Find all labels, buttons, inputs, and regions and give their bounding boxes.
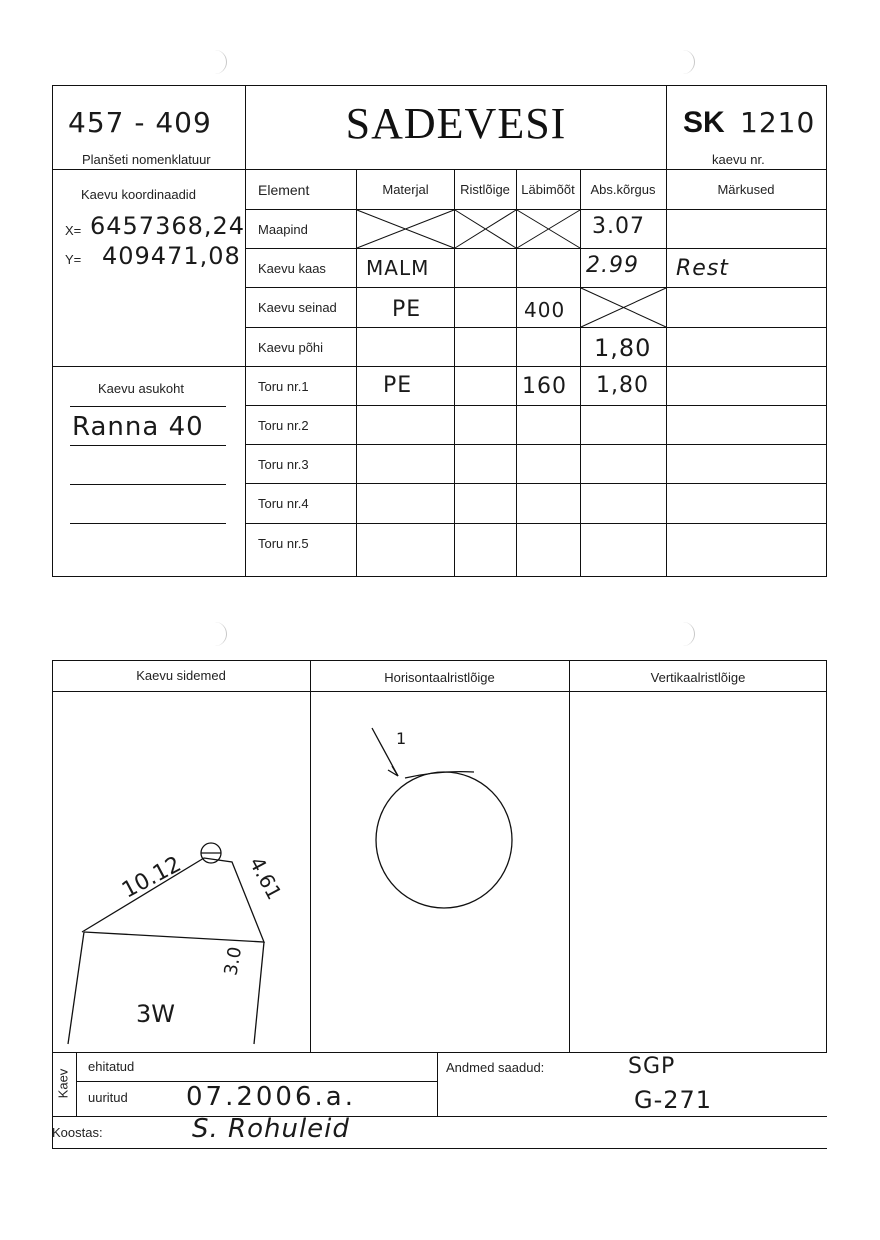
header-materjal: Materjal [382,182,429,197]
cell-abs-kaas: 2.99 [586,253,639,278]
page-title: SADEVESI [345,99,567,148]
koostas-value: S. Rohuleid [192,1114,350,1144]
cell-abs-maapind: 3.07 [592,214,645,239]
location-label: Kaevu asukoht [98,381,185,396]
row-label: Kaevu põhi [258,340,324,355]
sk-number: 1210 [740,106,816,139]
koostas-label: Koostas: [52,1125,103,1140]
andmed-value-1: SGP [628,1054,676,1079]
header-markused: Märkused [717,182,775,197]
cell-labimoot-seinad: 400 [524,298,566,322]
cell-materjal-toru1: PE [383,373,413,398]
row-label: Toru nr.4 [258,496,309,511]
cell-markused-kaas: Rest [676,256,729,281]
cell-abs-pohi: 1,80 [594,334,652,362]
andmed-value-2: G-271 [634,1086,713,1114]
andmed-label: Andmed saadud: [446,1060,545,1075]
row-label: Toru nr.2 [258,418,309,433]
sketch-house-no: 3W [136,1000,175,1028]
x-label: X= [65,223,82,238]
header-ristloige: Ristlõige [460,182,510,197]
sketch-dist-c: 3.0 [220,945,247,978]
nomenclature-label: Planšeti nomenklatuur [82,152,211,167]
sketch-dist-b: 4.61 [244,852,287,904]
cell-labimoot-toru1: 160 [522,374,567,399]
row-label: Maapind [258,222,308,237]
row-label: Kaevu seinad [258,300,337,315]
row-label: Kaevu kaas [258,261,326,276]
header-labimoot: Läbimõõt [521,182,575,197]
header-element: Element [258,182,310,198]
kaev-label: Kaev [55,1068,71,1099]
sk-prefix: SK [683,106,725,139]
cell-abs-toru1: 1,80 [596,373,649,398]
row-label: Toru nr.3 [258,457,309,472]
row-label: Toru nr.5 [258,536,309,551]
cell-materjal-seinad: PE [392,297,422,322]
sketch-dist-a: 10.12 [118,851,186,904]
header-abs-korgus: Abs.kõrgus [590,182,656,197]
sketch-pipe-no: 1 [396,729,407,748]
x-value: 6457368,24 [90,212,246,240]
cell-materjal-kaas: MALM [366,256,430,280]
col-vertikaalristloige: Vertikaalristlõige [650,670,746,685]
uuritud-value: 07.2006.a. [186,1082,356,1112]
col-kaevu-sidemed: Kaevu sidemed [136,668,226,683]
y-value: 409471,08 [102,242,241,270]
coords-label: Kaevu koordinaadid [81,187,196,202]
row-label: Toru nr.1 [258,379,309,394]
location-value: Ranna 40 [72,412,204,442]
y-label: Y= [65,252,82,267]
col-horisontaalristloige: Horisontaalristlõige [384,670,495,685]
ehitatud-label: ehitatud [88,1059,135,1074]
well-no-label: kaevu nr. [712,152,765,167]
nomenclature-value: 457 - 409 [68,106,212,139]
uuritud-label: uuritud [88,1090,128,1105]
